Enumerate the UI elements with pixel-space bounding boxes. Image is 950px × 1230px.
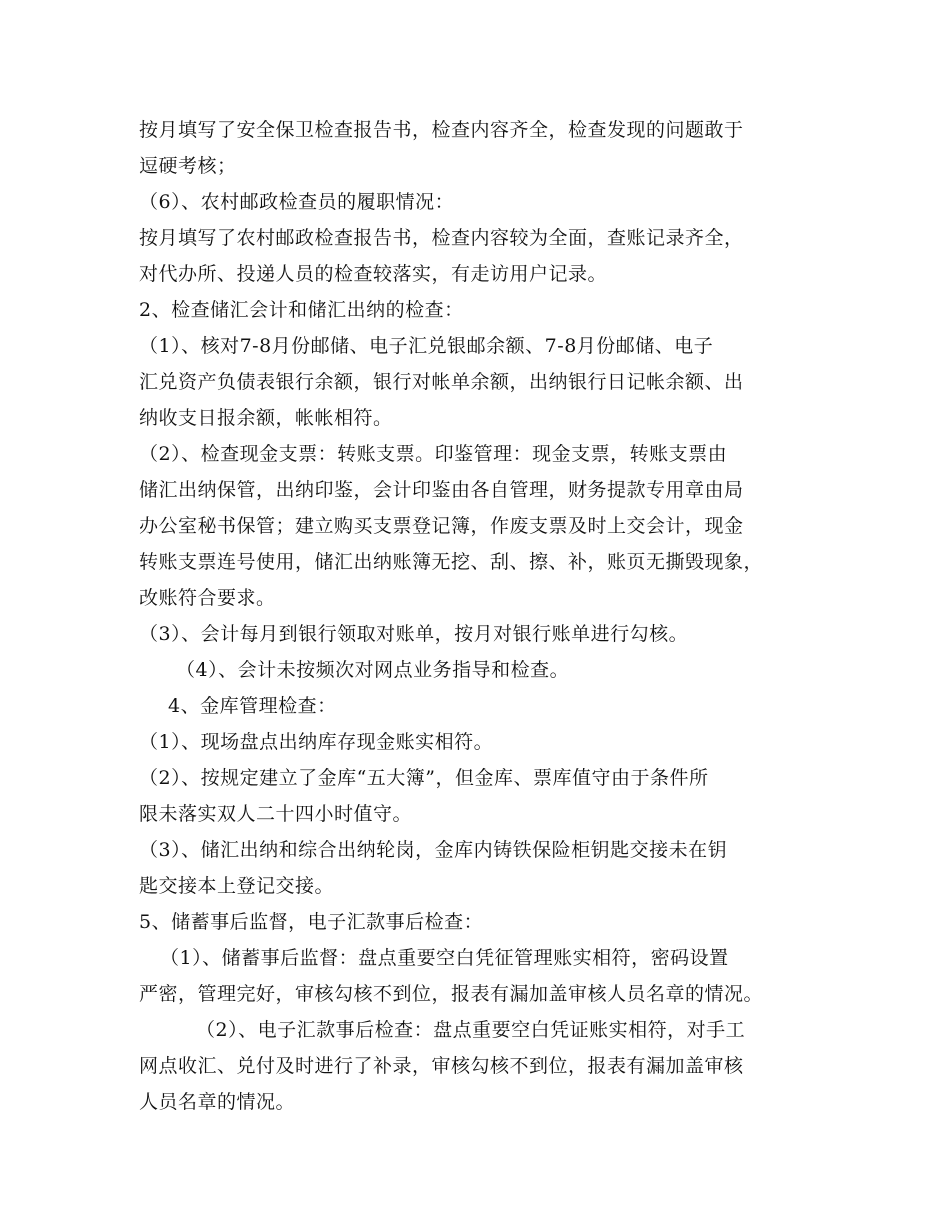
text-line: 按月填写了安全保卫检查报告书，检查内容齐全，检查发现的问题敢于 xyxy=(139,119,744,141)
text-line: 严密，管理完好，审核勾核不到位，报表有漏加盖审核人员名章的情况。 xyxy=(139,983,764,1005)
section-heading: 2、检查储汇会计和储汇出纳的检查： xyxy=(139,299,464,321)
text-line: （1）、储蓄事后监督：盘点重要空白凭征管理账实相符，密码设置 xyxy=(160,947,729,969)
text-line: 对代办所、投递人员的检查较落实，有走访用户记录。 xyxy=(139,263,608,285)
text-line: 网点收汇、兑付及时进行了补录，审核勾核不到位，报表有漏加盖审核 xyxy=(139,1055,744,1077)
text-line: （3）、会计每月到银行领取对账单，按月对银行账单进行勾核。 xyxy=(139,623,689,645)
text-line: 办公室秘书保管；建立购买支票登记簿，作废支票及时上交会计，现金 xyxy=(139,515,744,537)
text-line: （3）、储汇出纳和综合出纳轮岗，金库内铸铁保险柜钥匙交接未在钥 xyxy=(139,839,728,861)
text-line: 匙交接本上登记交接。 xyxy=(139,875,335,897)
text-line: 按月填写了农村邮政检查报告书，检查内容较为全面，查账记录齐全， xyxy=(139,227,744,249)
text-line: 限未落实双人二十四小时值守。 xyxy=(139,803,413,825)
section-heading: 4、金库管理检查： xyxy=(168,695,337,717)
text-line: （2）、按规定建立了金库“五大簿”，但金库、票库值守由于条件所 xyxy=(139,767,709,789)
text-line: （1）、核对7-8月份邮储、电子汇兑银邮余额、7-8月份邮储、电子 xyxy=(139,335,714,357)
text-line: 逗硬考核； xyxy=(139,155,237,177)
text-line: 纳收支日报余额，帐帐相符。 xyxy=(139,407,393,429)
text-line: 转账支票连号使用，储汇出纳账簿无挖、刮、擦、补，账页无撕毁现象， xyxy=(139,551,764,573)
text-line: 汇兑资产负债表银行余额，银行对帐单余额，出纳银行日记帐余额、出 xyxy=(139,371,744,393)
text-line: （1）、现场盘点出纳库存现金账实相符。 xyxy=(139,731,494,753)
text-line: （6）、农村邮政检查员的履职情况： xyxy=(139,191,455,213)
text-line: 储汇出纳保管，出纳印鉴，会计印鉴由各自管理，财务提款专用章由局 xyxy=(139,479,744,501)
text-line: （2）、电子汇款事后检查：盘点重要空白凭证账实相符，对手工 xyxy=(196,1019,746,1041)
text-line: （4）、会计未按频次对网点业务指导和检查。 xyxy=(176,659,570,681)
text-line: （2）、检查现金支票：转账支票。印鉴管理：现金支票，转账支票由 xyxy=(139,443,728,465)
text-line: 改账符合要求。 xyxy=(139,587,276,609)
section-heading: 5、储蓄事后监督，电子汇款事后检查： xyxy=(139,911,484,933)
text-line: 人员名章的情况。 xyxy=(139,1091,296,1113)
